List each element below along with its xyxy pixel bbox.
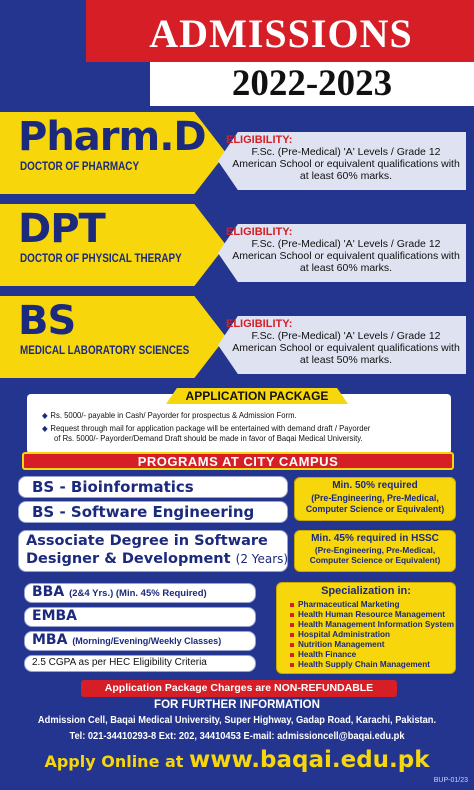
bs-bioinformatics-label: BS - Bioinformatics xyxy=(32,478,194,496)
specialization-item: Health Human Resource Management xyxy=(290,610,445,619)
eligibility-label: ELIGIBILITY: xyxy=(226,318,293,330)
poster-code: BUP-01/23 xyxy=(433,777,468,784)
city-campus-title: PROGRAMS AT CITY CAMPUS xyxy=(137,454,339,469)
non-refundable-notice: Application Package Charges are NON-REFUNDABLE xyxy=(104,682,374,694)
website-link[interactable]: www.baqai.edu.pk xyxy=(189,747,430,773)
square-bullet-icon xyxy=(290,663,294,667)
specialization-item: Nutrition Management xyxy=(290,640,384,649)
address: Admission Cell, Baqai Medical University, Super Highway, Gadap Road, Karachi, Pakistan. xyxy=(37,715,437,726)
bba-label: BBA (2&4 Yrs.) (Min. 45% Required) xyxy=(32,584,207,600)
program-code: Pharm.D xyxy=(18,114,206,160)
bs-requirement-text: (Pre-Engineering, Pre-Medical, Computer Science or Equivalent) xyxy=(305,493,445,514)
eligibility-text: F.Sc. (Pre-Medical) 'A' Levels / Grade 12 American School or equivalent qualifications with at least 60% marks. xyxy=(232,238,460,274)
bs-software-label: BS - Software Engineering xyxy=(32,503,255,521)
eligibility-label: ELIGIBILITY: xyxy=(226,226,293,238)
square-bullet-icon xyxy=(290,643,294,647)
program-code: DPT xyxy=(18,206,105,252)
mba-label: MBA (Morning/Evening/Weekly Classes) xyxy=(32,632,222,648)
emba-label: EMBA xyxy=(32,608,78,624)
associate-degree-line1: Associate Degree in Software xyxy=(26,533,268,549)
square-bullet-icon xyxy=(290,653,294,657)
diamond-bullet-icon: ◆ xyxy=(42,424,48,433)
eligibility-label: ELIGIBILITY: xyxy=(226,134,293,146)
specialization-item: Health Management Information System xyxy=(290,620,454,629)
eligibility-text: F.Sc. (Pre-Medical) 'A' Levels / Grade 12 American School or equivalent qualifications with at least 50% marks. xyxy=(232,330,460,366)
square-bullet-icon xyxy=(290,603,294,607)
diamond-bullet-icon: ◆ xyxy=(42,411,48,420)
specialization-item: Health Supply Chain Management xyxy=(290,660,430,669)
associate-degree-line2: Designer & Development (2 Years) xyxy=(26,551,289,567)
square-bullet-icon xyxy=(290,613,294,617)
associate-requirement-title: Min. 45% required in HSSC xyxy=(311,533,439,544)
associate-requirement-text: (Pre-Engineering, Pre-Medical, Computer Science or Equivalent) xyxy=(309,545,441,565)
package-item: ◆ Rs. 5000/- payable in Cash/ Payorder for prospectus & Admission Form. xyxy=(42,410,297,420)
academic-year: 2022-2023 xyxy=(231,63,393,104)
eligibility-text: F.Sc. (Pre-Medical) 'A' Levels / Grade 12 American School or equivalent qualifications with at least 60% marks. xyxy=(232,146,460,182)
apply-online: Apply Online at www.baqai.edu.pk xyxy=(44,747,430,773)
program-name: MEDICAL LABORATORY SCIENCES xyxy=(20,345,190,357)
package-item: ◆ Request through mail for application package will be entertained with demand draft / Payorder xyxy=(42,423,371,433)
specialization-title: Specialization in: xyxy=(321,585,411,597)
specialization-item: Health Finance xyxy=(290,650,356,659)
further-info-heading: FOR FURTHER INFORMATION xyxy=(154,699,320,711)
square-bullet-icon xyxy=(290,623,294,627)
bs-requirement-title: Min. 50% required xyxy=(332,480,418,491)
square-bullet-icon xyxy=(290,633,294,637)
program-code: BS xyxy=(18,298,76,344)
program-name: DOCTOR OF PHARMACY xyxy=(20,161,140,173)
specialization-item: Pharmaceutical Marketing xyxy=(290,600,399,609)
page-title: ADMISSIONS xyxy=(149,11,413,56)
package-item-continuation: of Rs. 5000/- Payorder/Demand Draft should be made in favor of Baqai Medical University. xyxy=(54,433,363,443)
specialization-item: Hospital Administration xyxy=(290,630,390,639)
program-name: DOCTOR OF PHYSICAL THERAPY xyxy=(20,253,182,265)
cgpa-label: 2.5 CGPA as per HEC Eligibility Criteria xyxy=(32,657,207,668)
application-package-title: APPLICATION PACKAGE xyxy=(185,389,329,403)
contact-line: Tel: 021-34410293-8 Ext: 202, 34410453 E-mail: admissioncell@baqai.edu.pk xyxy=(69,731,405,742)
